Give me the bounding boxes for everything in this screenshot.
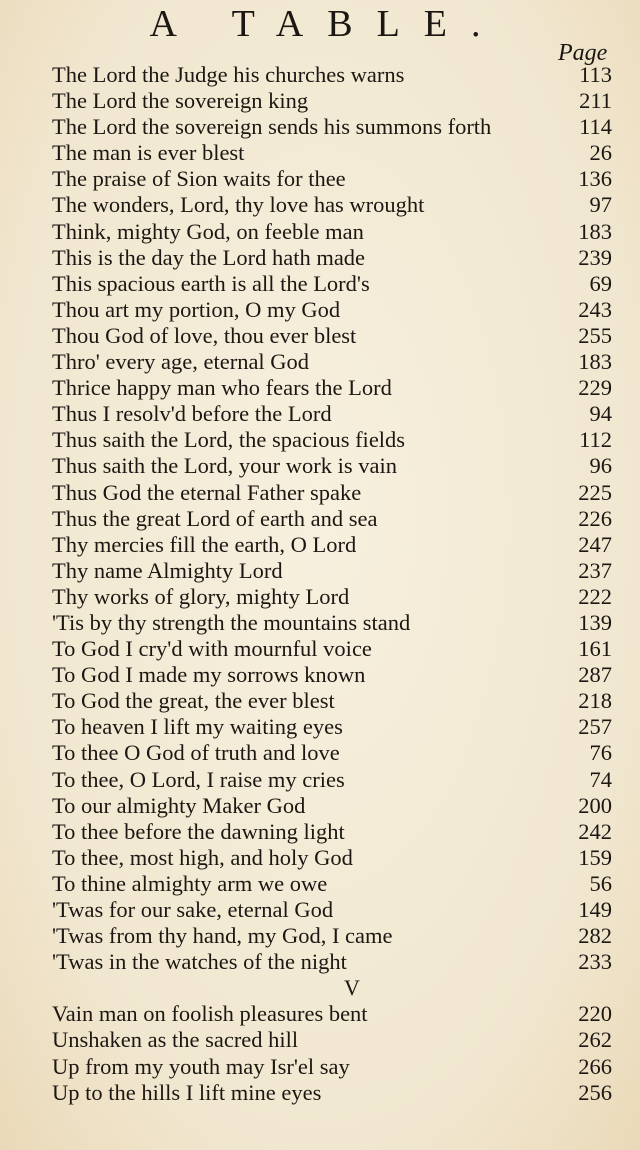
first-line: Thou art my portion, O my God [52,296,341,322]
table-row [52,923,612,949]
table-row [52,323,612,349]
first-line: Thus God the eternal Father spake [52,479,362,505]
page-number: 242 [578,818,612,844]
table-row [52,453,612,479]
first-line: To God I made my sorrows known [52,662,366,688]
table-row [52,793,612,819]
table-row [52,897,612,923]
first-line: 'Twas in the watches of the night [52,949,347,975]
first-line: To our almighty Maker God [52,792,306,818]
page-number: 247 [578,531,612,557]
page-number: 149 [578,897,612,922]
page-number: 183 [578,218,612,244]
page-number: 159 [578,844,612,870]
first-line: This is the day the Lord hath made [52,244,366,270]
section-heading: V [344,975,360,1001]
first-line: To thee, most high, and holy God [52,844,353,870]
table-row [52,688,612,714]
page-number: 97 [589,192,612,218]
page-number: 229 [578,375,612,401]
table-row [52,375,612,401]
page-number: 112 [579,427,612,453]
page-number: 161 [578,636,612,662]
first-line: Up from my youth may Isr'el say [52,1053,350,1079]
first-line: To God I cry'd with mournful voice [52,636,372,662]
first-line: The wonders, Lord, thy love has wrought [52,192,425,218]
table-row [52,427,612,453]
page-number: 113 [579,62,612,87]
page-number: 200 [578,792,612,818]
first-line: Think, mighty God, on feeble man [52,218,364,244]
first-line: Thus saith the Lord, the spacious fields [52,427,406,453]
table-row [52,714,612,740]
first-line: 'Twas for our sake, eternal God [52,897,334,922]
page-number: 94 [589,401,612,427]
table-row [52,610,612,636]
table-row [52,114,612,140]
index-table [52,62,612,1106]
page-number: 266 [578,1053,612,1079]
page-number: 114 [579,114,612,140]
table-row [52,1054,612,1080]
page-number: 287 [578,662,612,688]
page-number: 256 [578,1079,612,1105]
first-line: Thus the great Lord of earth and sea [52,505,378,531]
page-number: 233 [578,949,612,975]
first-line: The Lord the sovereign sends his summons forth [52,114,492,140]
first-line: Vain man on foolish pleasures bent [52,1001,368,1027]
first-line: Thou God of love, thou ever blest [52,322,357,348]
table-row [52,767,612,793]
first-line: Thus I resolv'd before the Lord [52,401,332,427]
table-row [52,88,612,114]
table-row [52,349,612,375]
table-row [52,271,612,297]
page-number: 257 [578,714,612,740]
first-line: Thus saith the Lord, your work is vain [52,453,397,479]
first-line: Up to the hills I lift mine eyes [52,1079,322,1105]
table-row [52,1080,612,1106]
table-row [52,480,612,506]
page-number: 136 [578,166,612,192]
page-number: 243 [578,296,612,322]
table-row [52,192,612,218]
page-title: A TABLE. [149,3,505,45]
first-line: 'Twas from thy hand, my God, I came [52,923,393,949]
first-line: To thee before the dawning light [52,818,345,844]
table-row [52,245,612,271]
first-line: To God the great, the ever blest [52,688,335,714]
page-number: 225 [578,479,612,505]
page-number: 76 [589,740,612,766]
page-number: 222 [578,583,612,609]
table-row [52,662,612,688]
table-row [52,584,612,610]
table-row [52,871,612,897]
page-number: 26 [589,140,612,166]
first-line: Thy mercies fill the earth, O Lord [52,531,357,557]
page-number: 239 [578,244,612,270]
first-line: Unshaken as the sacred hill [52,1027,299,1053]
first-line: Thy works of glory, mighty Lord [52,583,350,609]
page-number: 255 [578,322,612,348]
table-row [52,1027,612,1053]
table-row [52,166,612,192]
page-number: 282 [578,923,612,949]
first-line: To heaven I lift my waiting eyes [52,714,343,740]
table-row [52,1001,612,1027]
first-line: Thy name Almighty Lord [52,557,283,583]
page-number: 237 [578,557,612,583]
first-line: The Lord the Judge his churches warns [52,62,405,87]
page-number: 262 [578,1027,612,1053]
first-line: Thro' every age, eternal God [52,349,310,375]
table-row [52,140,612,166]
table-row [52,949,612,975]
first-line: Thrice happy man who fears the Lord [52,375,392,401]
table-row [52,845,612,871]
page-number: 139 [578,609,612,635]
page-number: 226 [578,505,612,531]
first-line: To thee O God of truth and love [52,740,340,766]
first-line: To thee, O Lord, I raise my cries [52,766,345,792]
table-row [52,532,612,558]
table-row [52,558,612,584]
page-number: 183 [578,349,612,375]
table-row [52,636,612,662]
page-number: 96 [589,453,612,479]
page-column-header: Page [558,40,608,66]
page-number: 69 [589,270,612,296]
page-number: 218 [578,688,612,714]
page-number: 74 [589,766,612,792]
first-line: The man is ever blest [52,140,245,166]
page-number: 56 [589,870,612,896]
page-number: 220 [578,1001,612,1027]
table-row [52,819,612,845]
page-number: 211 [579,88,612,114]
first-line: The praise of Sion waits for thee [52,166,346,192]
first-line: To thine almighty arm we owe [52,870,328,896]
table-row [52,506,612,532]
table-row [52,740,612,766]
table-row [52,62,612,88]
table-row [52,219,612,245]
table-row [52,297,612,323]
table-row [52,401,612,427]
first-line: This spacious earth is all the Lord's [52,270,370,296]
first-line: 'Tis by thy strength the mountains stand [52,609,411,635]
first-line: The Lord the sovereign king [52,88,309,114]
